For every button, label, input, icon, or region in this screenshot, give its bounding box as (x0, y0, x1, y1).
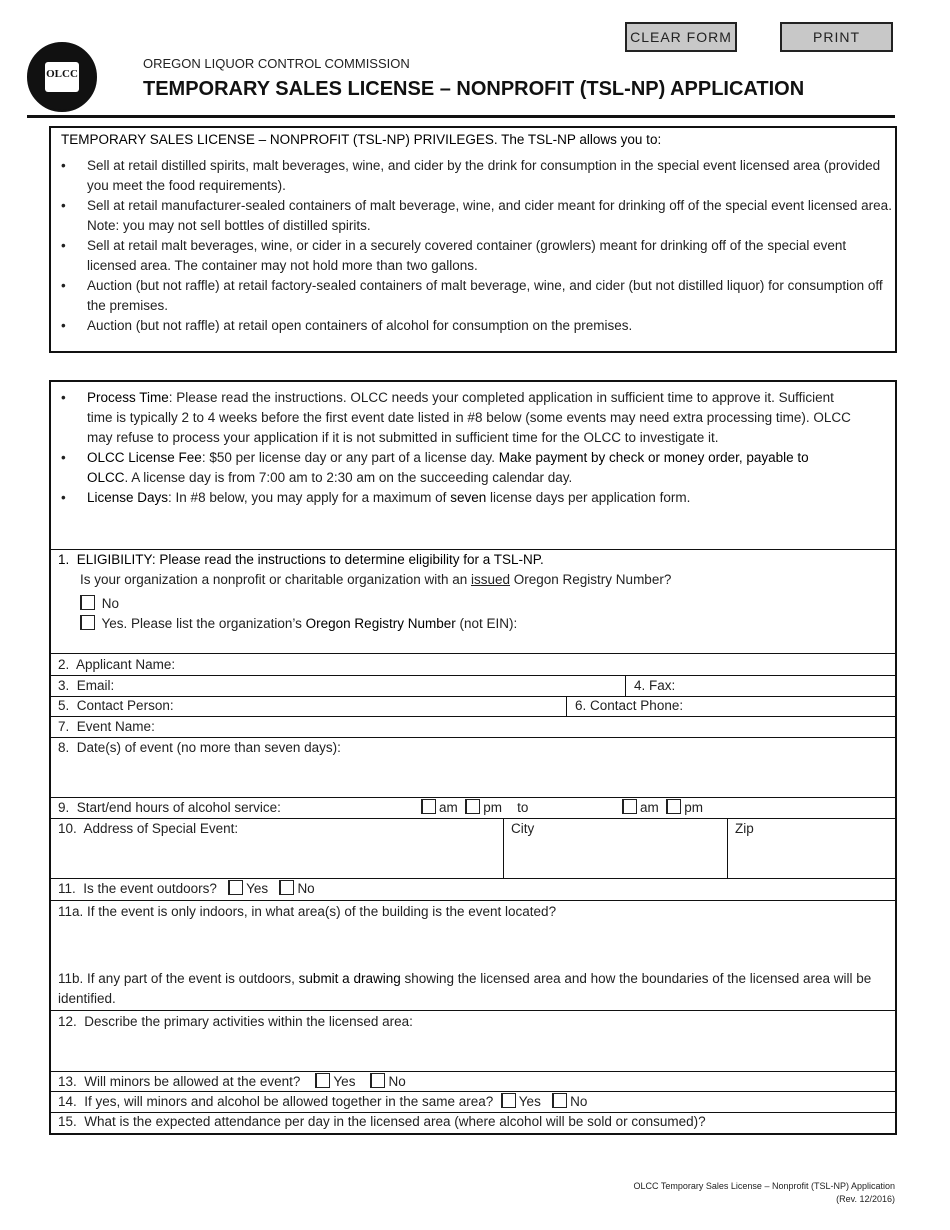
q-num: 13. (58, 1074, 77, 1089)
page-title: TEMPORARY SALES LICENSE – NONPROFIT (TSL-NP) APPLICATION (143, 78, 805, 100)
info-label: License Days (87, 490, 169, 505)
logo-text: OLCC (46, 68, 78, 80)
outdoors-yes-checkbox[interactable] (228, 880, 243, 895)
pm-label: pm (483, 800, 503, 815)
q1-yes-bold: Oregon Registry Number (305, 616, 456, 631)
outdoor-drawing-note (58, 969, 888, 1009)
fax-field[interactable] (634, 677, 675, 695)
field-label: If the event is only indoors, in what area(s) of the building is the event located? (87, 904, 557, 919)
q-num: 12. (58, 1014, 77, 1029)
field-label: Describe the primary activities within the licensed area: (84, 1014, 413, 1029)
q1-no-option[interactable] (80, 595, 119, 613)
q-num: 11a. (58, 904, 84, 919)
clear-form-button[interactable]: CLEAR FORM (625, 22, 737, 52)
start-ampm (421, 799, 528, 817)
minors-question (58, 1073, 406, 1091)
q1-no-label: No (101, 596, 120, 611)
field-label: Contact Person: (76, 698, 174, 713)
info-text: : In #8 below, you may apply for a maximum of (168, 490, 451, 505)
privilege-item: • Auction (but not raffle) at retail factory-sealed containers of malt beverage, wine, and cider (but not distilled liquor) for consumption off the premises. (51, 276, 895, 316)
privileges-list (51, 156, 895, 336)
q-num: 15. (58, 1114, 77, 1129)
footer-revision: (Rev. 12/2016) (836, 1194, 895, 1204)
q-num: 7. (58, 719, 70, 734)
end-ampm (622, 799, 703, 817)
field-label: showing the licensed area and how the boundaries of the licensed area will be identified. (58, 971, 872, 1006)
contact-phone-field[interactable] (575, 697, 683, 715)
contact-person-field[interactable] (58, 697, 174, 715)
privileges-heading: TEMPORARY SALES LICENSE – NONPROFIT (TSL-NP) PRIVILEGES. The TSL-NP allows you to: (61, 132, 662, 147)
field-label: What is the expected attendance per day in the licensed area (where alcohol will be sold or consumed)? (84, 1114, 706, 1129)
field-label: Event Name: (76, 719, 155, 734)
privilege-item: • Sell at retail malt beverages, wine, or cider in a securely covered container (growlers) meant for drinking off of the special event licensed area. The container may not hold more than two gallons. (51, 236, 895, 276)
q1-heading-text: ELIGIBILITY: Please read the instructions to determine eligibility for a TSL-NP. (76, 552, 544, 567)
minors-alcohol-no-checkbox[interactable] (552, 1093, 567, 1108)
yes-label: Yes (518, 1094, 541, 1109)
yes-label: Yes (333, 1074, 356, 1089)
footer-form-name: OLCC Temporary Sales License – Nonprofit (TSL-NP) Application (633, 1181, 895, 1191)
info-payment: Make payment by check or money order, payable to OLCC (87, 450, 809, 485)
am-label: am (640, 800, 659, 815)
q1-issued: issued (470, 572, 511, 587)
q1-yes-label: Yes. Please list the organization’s (101, 616, 306, 631)
agency-name: OREGON LIQUOR CONTROL COMMISSION (143, 56, 410, 71)
olcc-logo (27, 42, 97, 112)
q-num: 14. (58, 1094, 77, 1109)
minors-alcohol-question (58, 1093, 587, 1111)
q1-no-checkbox[interactable] (80, 595, 95, 610)
q1-text: Is your organization a nonprofit or charitable organization with an (80, 572, 471, 587)
drawing-bold: submit a drawing (298, 971, 401, 986)
field-label: Will minors be allowed at the event? (84, 1074, 301, 1089)
q1-heading (58, 551, 544, 569)
field-label: If yes, will minors and alcohol be allowed together in the same area? (84, 1094, 494, 1109)
field-label: Contact Phone: (590, 698, 684, 713)
q1-yes-label: (not EIN): (455, 616, 518, 631)
q1-text: Oregon Registry Number? (510, 572, 672, 587)
field-label: Is the event outdoors? (83, 881, 217, 896)
applicant-name-field[interactable] (58, 656, 175, 674)
field-label: Start/end hours of alcohol service: (76, 800, 281, 815)
info-text: : $50 per license day or any part of a license day. (201, 450, 499, 465)
activities-field[interactable] (58, 1013, 413, 1031)
pm-label: pm (684, 800, 704, 815)
field-label: Date(s) of event (no more than seven days): (76, 740, 341, 755)
field-label: Address of Special Event: (83, 821, 239, 836)
email-field[interactable] (58, 677, 114, 695)
info-license-fee (51, 448, 851, 488)
info-text: license days per application form. (486, 490, 691, 505)
info-text: : Please read the instructions. OLCC needs your completed application in sufficient time to approve it. Sufficient time is typically 2 to 4 weeks before the first event date listed in #8 below (some events may need extra processing time). OLCC may refuse to process your application if it is not submitted in sufficient time for the OLCC to investigate it. (87, 390, 851, 445)
q1-yes-option[interactable] (80, 615, 517, 633)
no-label: No (297, 881, 315, 896)
event-address-field[interactable] (58, 820, 238, 838)
q1-yes-checkbox[interactable] (80, 615, 95, 630)
info-license-days (51, 488, 851, 508)
no-label: No (388, 1074, 406, 1089)
info-label: OLCC License Fee (87, 450, 202, 465)
q-num: 2. (58, 657, 70, 672)
q-num: 9. (58, 800, 70, 815)
q-num: 10. (58, 821, 77, 836)
zip-field[interactable]: Zip (735, 821, 754, 836)
outdoors-question (58, 880, 315, 898)
q-num: 8. (58, 740, 70, 755)
attendance-field[interactable] (58, 1113, 706, 1131)
q-num: 4. (634, 678, 646, 693)
end-am-checkbox[interactable] (622, 799, 637, 814)
info-label: Process Time (87, 390, 169, 405)
am-label: am (439, 800, 458, 815)
q-num: 1. (58, 552, 70, 567)
minors-alcohol-yes-checkbox[interactable] (501, 1093, 516, 1108)
event-dates-field[interactable] (58, 739, 341, 757)
q-num: 3. (58, 678, 70, 693)
field-label: If any part of the event is outdoors, (87, 971, 299, 986)
q-num: 11. (58, 881, 76, 896)
yes-label: Yes (246, 881, 269, 896)
start-pm-checkbox[interactable] (465, 799, 480, 814)
event-name-field[interactable] (58, 718, 155, 736)
title-divider (27, 115, 895, 118)
service-hours-field (58, 799, 281, 817)
to-label: to (517, 800, 529, 815)
field-label: Email: (76, 678, 115, 693)
start-am-checkbox[interactable] (421, 799, 436, 814)
q-num: 5. (58, 698, 70, 713)
indoor-area-field[interactable] (58, 903, 556, 921)
q-num: 11b. (58, 971, 84, 986)
end-pm-checkbox[interactable] (666, 799, 681, 814)
field-label: Fax: (649, 678, 676, 693)
print-button[interactable]: PRINT (780, 22, 893, 52)
info-process-time (51, 388, 851, 448)
outdoors-no-checkbox[interactable] (279, 880, 294, 895)
q1-question (80, 571, 671, 589)
privilege-item: • Auction (but not raffle) at retail open containers of alcohol for consumption on the premises. (51, 316, 895, 336)
footer (634, 1180, 895, 1206)
minors-yes-checkbox[interactable] (315, 1073, 330, 1088)
minors-no-checkbox[interactable] (370, 1073, 385, 1088)
privilege-item: • Sell at retail manufacturer-sealed containers of malt beverage, wine, and cider meant for drinking off of the special event licensed area. Note: you may not sell bottles of distilled spirits. (51, 196, 895, 236)
q-num: 6. (575, 698, 587, 713)
info-seven: seven (450, 490, 487, 505)
field-label: Applicant Name: (76, 657, 176, 672)
city-field[interactable]: City (511, 821, 535, 836)
no-label: No (570, 1094, 588, 1109)
info-text: . A license day is from 7:00 am to 2:30 am on the succeeding calendar day. (124, 470, 573, 485)
privilege-item: • Sell at retail distilled spirits, malt beverages, wine, and cider by the drink for consumption in the special event licensed area (provided you meet the food requirements). (51, 156, 895, 196)
privileges-box (49, 126, 897, 353)
info-list (51, 388, 851, 508)
